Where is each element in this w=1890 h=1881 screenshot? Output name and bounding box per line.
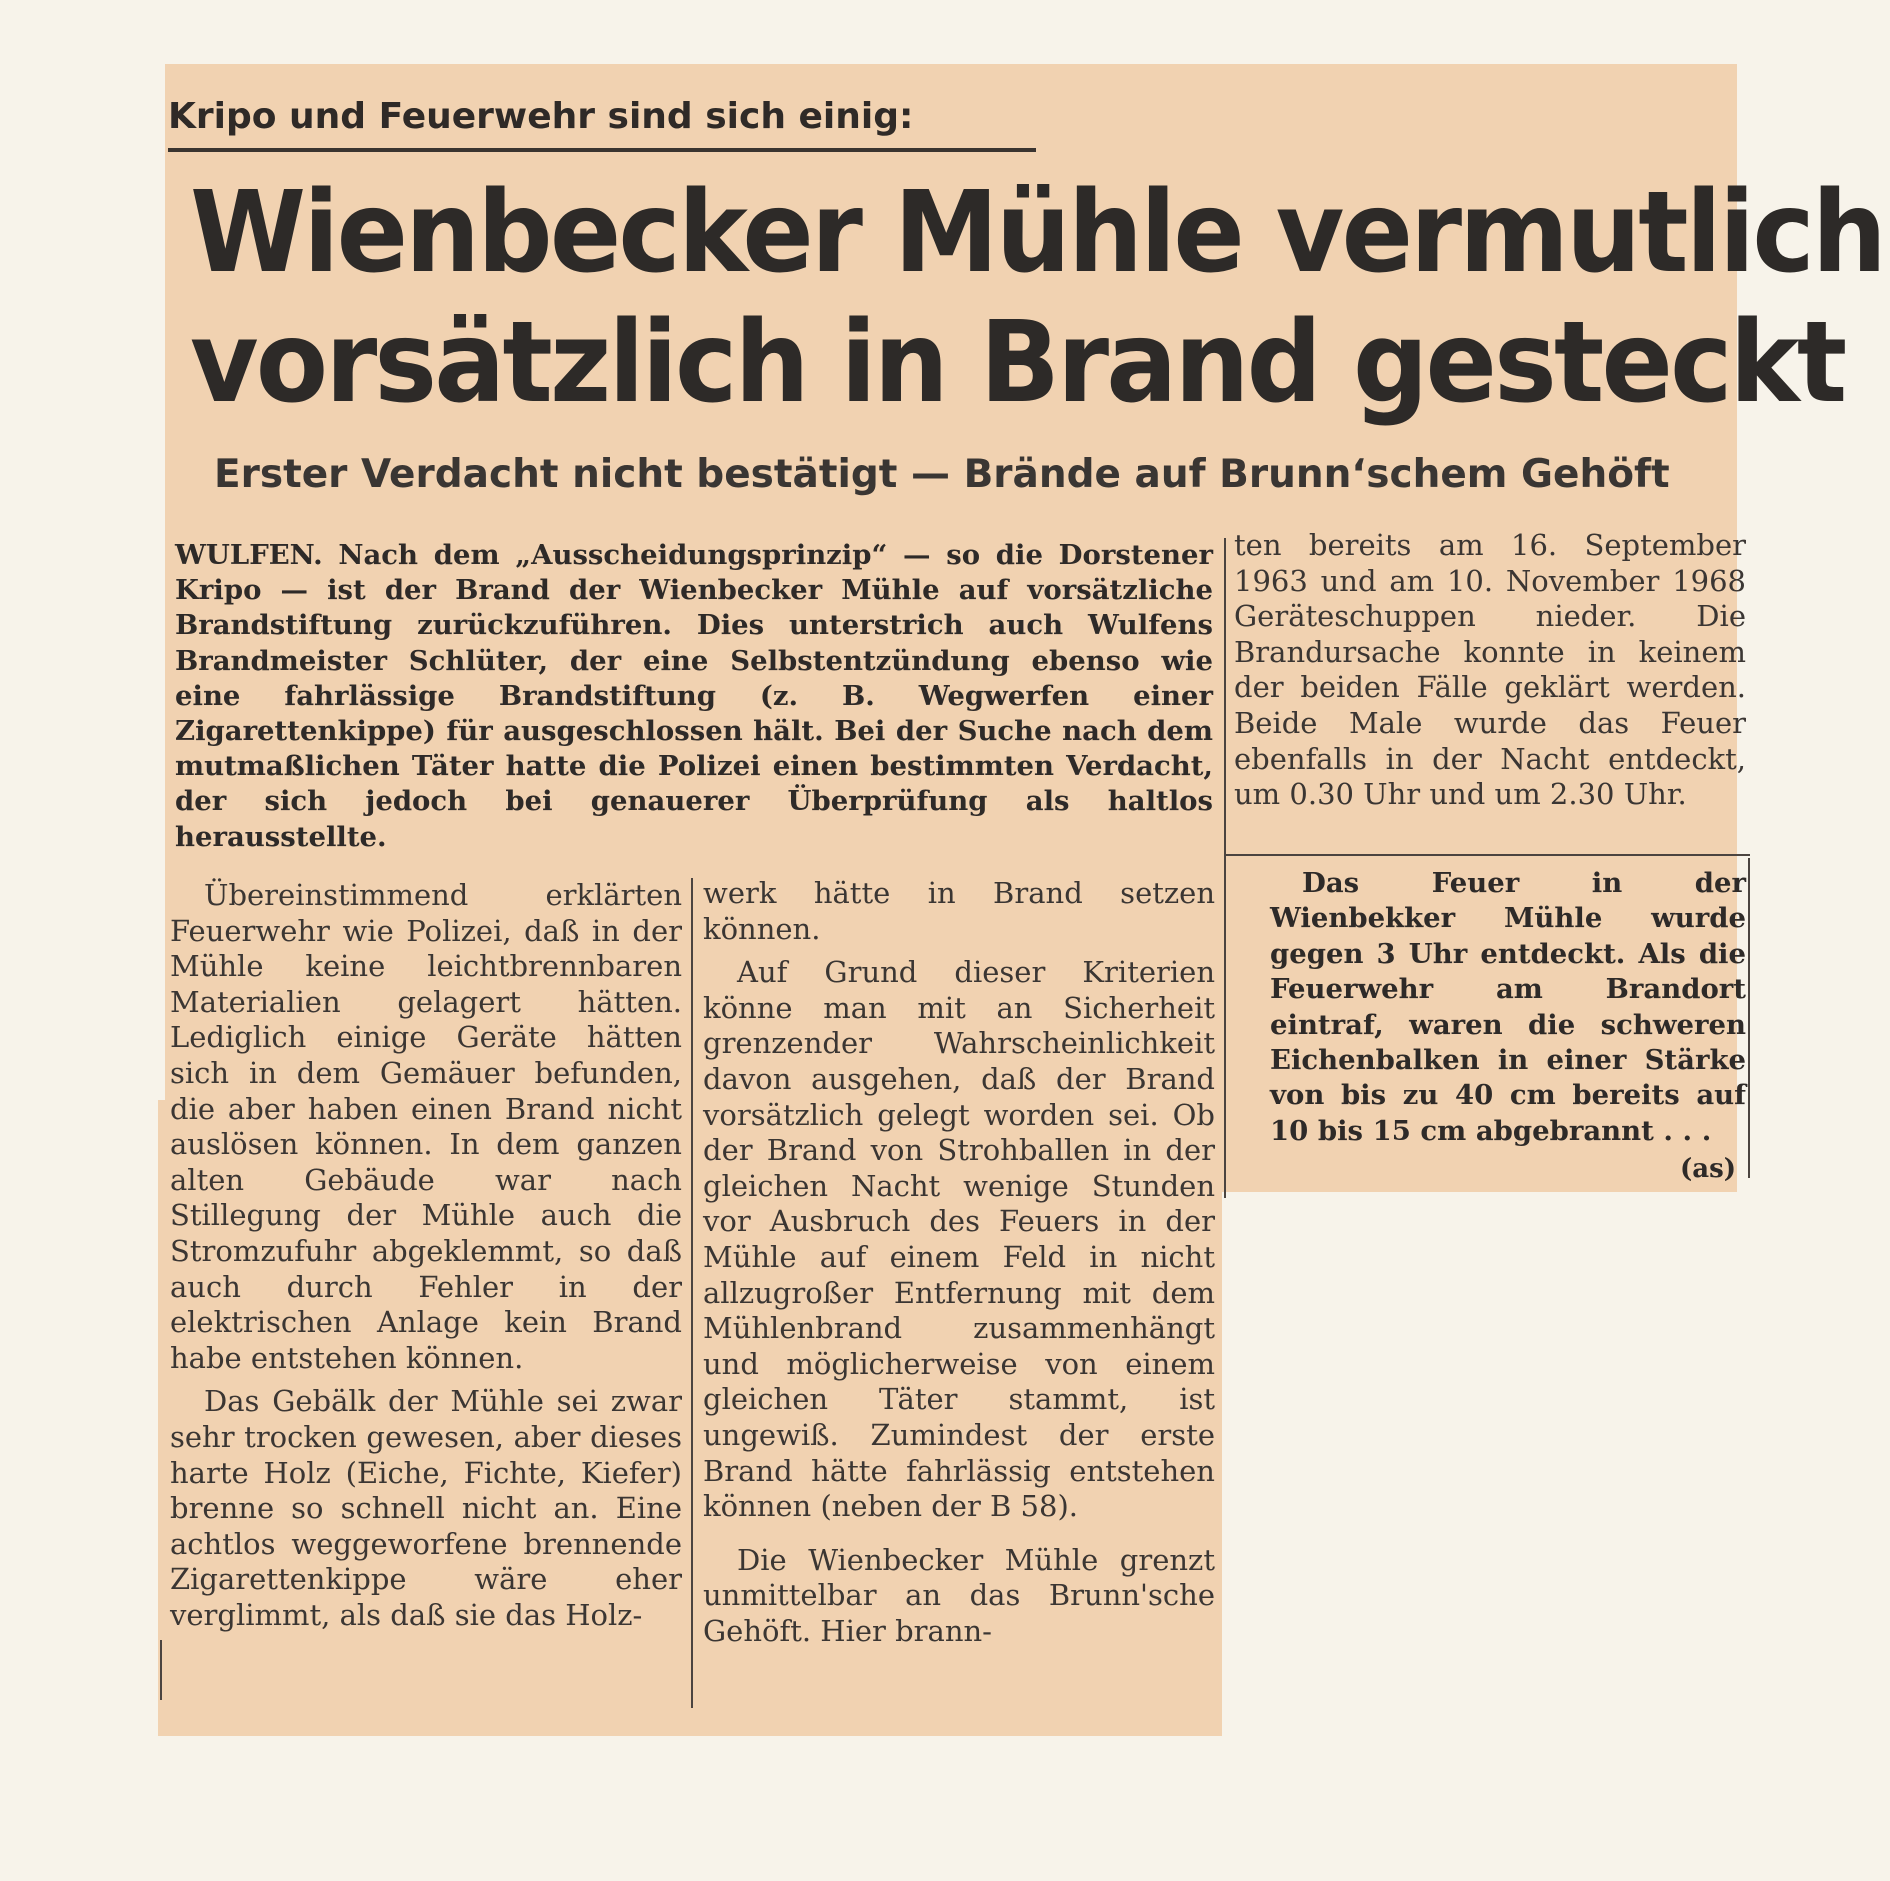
- box-rule-top: [1226, 854, 1750, 856]
- column-3: [1234, 528, 1746, 813]
- body-paragraph: Übereinstimmend erklärten Feuerwehr wie Polizei, daß in der Mühle keine leichtbrennbaren Materialien gelagert hätten. Lediglich einige Geräte hätten sich in dem Gemäuer befunden, die aber haben einen Brand nicht auslösen können. In dem ganzen alten Gebäude war nach Stillegung der Mühle auch die Stromzufuhr abgeklemmt, so daß auch durch Fehler in der elektrischen Anlage kein Brand habe entstehen können.: [170, 878, 682, 1375]
- lead-paragraph: WULFEN. Nach dem „Ausscheidungsprinzip“ — so die Dorstener Kripo — ist der Brand der Wienbecker Mühle auf vorsätzliche Brandstiftung zurückzuführen. Dies unterstrich auch Wulfens Brandmeister Schlüter, der eine Selbstentzündung ebenso wie eine fahrlässige Brandstiftung (z. B. Wegwerfen einer Zigarettenkippe) für ausgeschlossen hält. Bei der Suche nach dem mutmaßlichen Täter hatte die Polizei einen bestimmten Verdacht, der sich jedoch bei genauerer Überprüfung als haltlos herausstellte.: [175, 539, 1213, 853]
- body-paragraph: Das Gebälk der Mühle sei zwar sehr trocken gewesen, aber dieses harte Holz (Eiche, Fichte, Kiefer) brenne so schnell nicht an. Eine achtlos weggeworfene brennende Zigarettenkippe wäre eher verglimmt, als daß sie das Holz-: [170, 1384, 682, 1632]
- article-kicker: Kripo und Feuerwehr sind sich einig:: [168, 96, 914, 137]
- column-1: [170, 878, 682, 1633]
- body-paragraph: ten bereits am 16. September 1963 und am 10. November 1968 Geräteschuppen nieder. Die Brandursache konnte in keinem der beiden Fälle geklärt werden. Beide Male wurde das Feuer ebenfalls in der Nacht entdeckt, um 0.30 Uhr und um 2.30 Uhr.: [1234, 528, 1746, 812]
- body-paragraph: werk hätte in Brand setzen können.: [703, 876, 1215, 946]
- column-rule: [691, 878, 693, 1708]
- box-rule: [1748, 858, 1750, 1178]
- column-rule: [1224, 538, 1226, 1198]
- edge-rule: [160, 1640, 162, 1700]
- column-2: [703, 876, 1215, 1649]
- body-paragraph: Auf Grund dieser Kriterien könne man mit an Sicherheit grenzender Wahrscheinlichkeit davon ausgehen, daß der Brand vorsätzlich gelegt worden sei. Ob der Brand von Strohballen in der gleichen Nacht wenige Stunden vor Ausbruch des Feuers in der Mühle auf einem Feld in nicht allzugroßer Entfernung mit dem Mühlenbrand zusammenhängt und möglicherweise von einem gleichen Täter stammt, ist ungewiß. Zumindest der erste Brand hätte fahrlässig entstehen können (neben der B 58).: [703, 955, 1215, 1524]
- headline-line-1: Wienbecker Mühle vermutlich: [190, 168, 1885, 298]
- boxed-note: [1270, 866, 1746, 1149]
- headline-line-2: vorsätzlich in Brand gesteckt: [190, 298, 1845, 428]
- kicker-underline: [168, 148, 1036, 152]
- subheadline: Erster Verdacht nicht bestätigt — Brände auf Brunn‘schem Gehöft: [214, 452, 1670, 497]
- body-paragraph: Die Wienbecker Mühle grenzt unmittelbar an das Brunn'sche Gehöft. Hier brann-: [703, 1542, 1215, 1648]
- author-byline: (as): [1680, 1154, 1737, 1184]
- boxed-note-text: Das Feuer in der Wienbekker Mühle wurde gegen 3 Uhr entdeckt. Als die Feuerwehr am Brandort eintraf, waren die schweren Eichenbalken in einer Stärke von bis zu 40 cm bereits auf 10 bis 15 cm abgebrannt . . .: [1270, 867, 1746, 1147]
